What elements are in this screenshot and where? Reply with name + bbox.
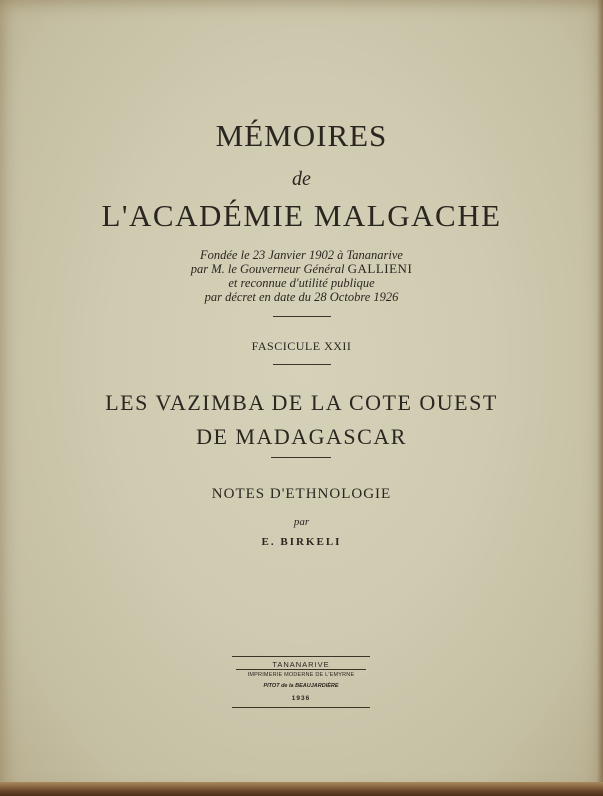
foundation-line-1: Fondée le 23 Janvier 1902 à Tananarive bbox=[200, 248, 403, 262]
printer-proprietor: PITOT de la BEAUJARDIÈRE bbox=[263, 683, 339, 689]
author-name: E. BIRKELI bbox=[261, 536, 342, 548]
publication-year: 1936 bbox=[291, 695, 311, 702]
divider-rule bbox=[271, 457, 331, 458]
foundation-line-3: et reconnue d'utilité publique bbox=[228, 276, 375, 290]
by-label: par bbox=[293, 516, 310, 528]
series-title: MÉMOIRES bbox=[215, 118, 388, 153]
publisher-block bbox=[232, 656, 370, 708]
fascicule-number: FASCICULE XXII bbox=[251, 339, 352, 353]
right-edge-shadow bbox=[597, 0, 603, 796]
printer-name: IMPRIMERIE MODERNE DE L'EMYRNE bbox=[247, 672, 355, 678]
foundation-line-2 bbox=[0, 262, 603, 276]
series-title-academie: L'ACADÉMIE MALGACHE bbox=[101, 198, 502, 233]
book-subtitle: NOTES D'ETHNOLOGIE bbox=[211, 486, 392, 502]
publisher-inner-rule bbox=[236, 669, 366, 670]
foundation-line-2-prefix: par M. le Gouverneur Général bbox=[190, 262, 348, 276]
series-title-de: de bbox=[292, 168, 311, 190]
divider-rule bbox=[273, 364, 331, 365]
book-title-line-2: DE MADAGASCAR bbox=[196, 424, 407, 449]
bottom-edge-worn bbox=[0, 782, 603, 796]
divider-rule bbox=[273, 316, 331, 317]
founder-name: GALLIENI bbox=[347, 261, 413, 276]
book-title-line-1: LES VAZIMBA DE LA COTE OUEST bbox=[105, 390, 498, 415]
publisher-city: TANANARIVE bbox=[272, 660, 330, 669]
foundation-line-4: par décret en date du 28 Octobre 1926 bbox=[204, 290, 399, 304]
